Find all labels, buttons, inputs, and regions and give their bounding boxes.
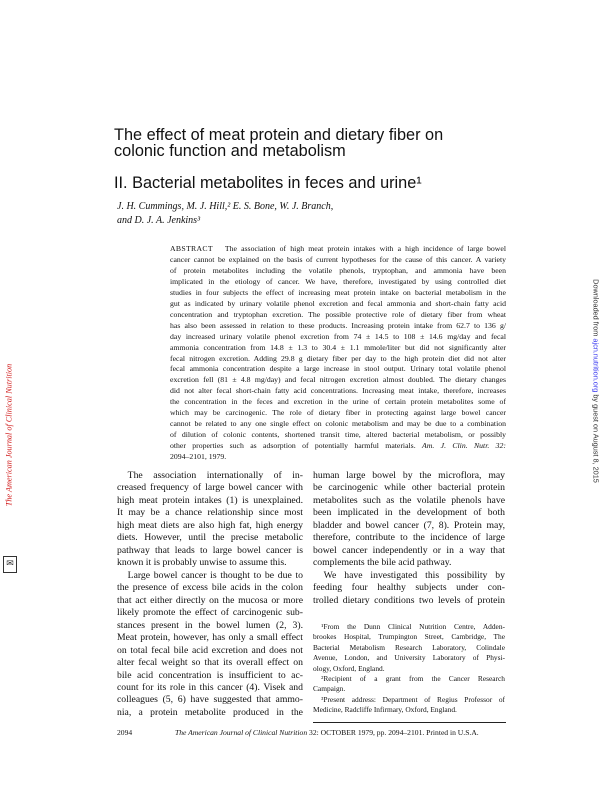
text-line: pathway that leads to large bowel cancer is: [117, 544, 303, 556]
text-line: that act either directly on the mucosa or more: [117, 594, 303, 606]
abstract-label: ABSTRACT: [170, 244, 213, 253]
journal-seal-icon: ✉: [3, 556, 17, 573]
text-line: We have investigated this possibility by: [323, 569, 505, 581]
abstract-line: [170, 419, 506, 430]
site-link[interactable]: ajcn.nutrition.org: [591, 338, 601, 393]
text-line: known it is probably unwise to assume this.: [117, 557, 287, 569]
left-margin-journal-link[interactable]: [3, 315, 15, 555]
text-line: nia, a protein metabolite produced in the: [117, 706, 303, 718]
abstract: [170, 244, 506, 463]
abstract-text: did not alter fecal short-chain fatty acid concentrations. Increasing meat intake, therefore, increases: [170, 386, 506, 396]
abstract-text: studies in four subjects the effect of increasing meat protein intake on bacterial metabolism in the: [170, 287, 506, 297]
abstract-line: [170, 343, 506, 354]
abstract-text: the concentration in the feces and excretion in the urine of certain protein metabolites some of: [170, 397, 506, 407]
abstract-line: [170, 332, 506, 343]
abstract-text: day increased urinary volatile phenol excretion from 74 ± 14.5 to 108 ± 14.6 mg/day and fecal: [170, 331, 506, 341]
left-margin-journal-text[interactable]: The American Journal of Clinical Nutrition: [4, 363, 14, 507]
download-prefix: Downloaded from: [591, 279, 601, 339]
abstract-text: The association of high meat protein intakes with a high incidence of large bowel: [224, 244, 506, 253]
abstract-text: implicated in the etiology of cancer. We have, therefore, investigated by using controlled diet: [170, 276, 506, 286]
authors-line-1: J. H. Cummings, M. J. Hill,² E. S. Bone, W. J. Branch,: [117, 201, 334, 212]
text-line: Large bowel cancer is thought to be due to: [127, 569, 303, 581]
text-line: colleagues (5, 6) have suggested that ammo-: [117, 694, 303, 706]
authors-line-2: and D. J. A. Jenkins³: [117, 215, 201, 226]
abstract-line: [170, 408, 506, 419]
text-line: likely promote the effect of carcinogenic sub-: [117, 607, 303, 619]
body-column-left: [117, 470, 303, 719]
text-line: the presence of excess bile acids in the colon: [117, 582, 303, 594]
abstract-line: [170, 266, 506, 277]
text-line: creased frequency of large bowel cancer with: [117, 482, 303, 494]
abstract-text: fecal nitrogen excretion. Adding 29.8 g dietary fiber per day to the high protein diet did not alter: [170, 353, 506, 363]
abstract-line: [170, 375, 506, 386]
abstract-text: concentration and tryptophan excretion. The possible protective role of dietary fiber from wheat: [170, 309, 506, 319]
abstract-line: [170, 321, 506, 332]
abstract-text: excretion fell (81 ± 4.8 mg/day) and fecal nitrogen excretion almost doubled. The dietary changes: [170, 375, 506, 385]
abstract-text: cannot be related to any one single effect on colonic metabolism and may be due to a combination: [170, 419, 506, 429]
abstract-text: of dilution of colonic contents, shortened transit time, altered bacterial metabolism, or possibly: [170, 430, 506, 440]
abstract-line: [170, 277, 506, 288]
text-line: bowel cancer independently or in a way that: [313, 544, 505, 556]
abstract-text: other properties such as adsorption of potentially harmful materials.: [170, 441, 416, 451]
abstract-line: [170, 354, 506, 365]
abstract-line: [170, 288, 506, 299]
page-number: 2094: [117, 728, 133, 737]
body-column-right: [313, 470, 505, 607]
text-line: Medicine, Radcliffe Infirmary, Oxford, England.: [313, 705, 457, 715]
text-line: been implicated in the development of both: [313, 507, 505, 519]
footnotes: [313, 622, 505, 716]
text-line: ¹From the Dunn Clinical Nutrition Centre, Adden-: [321, 622, 505, 631]
text-line: It may be a chance relationship since most: [117, 507, 303, 519]
abstract-text: which may be carcinogenic. The role of dietary fiber in protecting against large bowel cancer: [170, 408, 506, 418]
abstract-citation: Am. J. Clin. Nutr. 32:: [422, 441, 506, 451]
abstract-line: [170, 364, 506, 375]
right-margin-download-note: [590, 250, 602, 512]
text-line: high meat diets are also high fat, high energy: [117, 519, 303, 531]
text-line: Bacterial Metabolism Research Laboratory, Colindale: [313, 642, 505, 652]
text-line: diets. However, until the precise metabolic: [117, 532, 303, 544]
text-line: trolled dietary conditions two levels of protein: [313, 594, 505, 606]
article-title-line-1: The effect of meat protein and dietary fiber on: [114, 126, 444, 144]
text-line: therefore, contribute to the incidence of large: [313, 532, 505, 544]
abstract-text: cancer cannot be explained on the basis of current hypotheses for the cause of this cancer. A variety: [170, 254, 506, 264]
footer-journal-name: The American Journal of Clinical Nutrition: [175, 728, 308, 737]
abstract-line: [170, 255, 506, 266]
text-line: human large bowel by the microflora, may: [313, 470, 505, 481]
text-line: high meat protein intakes (1) is unexplained.: [117, 494, 303, 506]
text-line: Campaign.: [313, 684, 346, 694]
text-line: Avenue, London, and University Laboratory of Physi-: [313, 653, 505, 663]
abstract-text: gut as indicated by urinary volatile phenol excretion and fecal ammonia and short-chain fatty acid: [170, 298, 506, 308]
download-suffix: by guest on August 8, 2015: [591, 392, 601, 483]
abstract-line: [170, 430, 506, 441]
text-line: be carcinogenic while other bacterial protein: [313, 482, 505, 494]
abstract-line: [170, 244, 506, 255]
footer-issue: 32: OCTOBER 1979, pp. 2094–2101. Printed in U.S.A.: [307, 728, 479, 737]
text-line: alter fecal weight so that its overall effect on: [117, 657, 303, 669]
article-title-line-2: colonic function and metabolism: [114, 142, 346, 160]
abstract-text: ammonia concentration from 14.8 ± 1.3 to 30.4 ± 1.1 mmole/liter but did not significantly alter: [170, 342, 506, 352]
text-line: count for its role in this cancer (4). Visek and: [117, 681, 303, 693]
abstract-line: [170, 441, 506, 452]
text-line: on total fecal bile acid excretion and does not: [117, 644, 303, 656]
text-line: ²Recipient of a grant from the Cancer Research: [321, 674, 505, 684]
text-line: ology, Oxford, England.: [313, 663, 385, 673]
abstract-text: fecal ammonia concentration despite a large increase in stool output. Urinary total volatile phenol: [170, 364, 506, 374]
abstract-line: [170, 397, 506, 408]
text-line: Meat protein, however, has only a small effect: [117, 632, 303, 644]
abstract-text: of protein metabolites including the volatile phenols, tryptophan, and ammonia have been: [170, 265, 506, 275]
abstract-text: has also been assessed in relation to these products. Increasing protein intake from 62.7 to 136 g/: [170, 320, 506, 330]
text-line: stances present in the bowel lumen (2, 3).: [117, 619, 303, 631]
text-line: feeding four healthy subjects under con-: [313, 582, 505, 594]
text-line: bladder and bowel cancer (7, 8). Protein may,: [313, 519, 505, 531]
text-line: ³Present address: Department of Regius Professor of: [321, 694, 505, 704]
abstract-citation-pages: 2094–2101, 1979.: [170, 452, 227, 462]
article-subtitle: II. Bacterial metabolites in feces and urine¹: [114, 174, 422, 192]
text-line: brookes Hospital, Trumpington Street, Cambridge, The: [313, 632, 505, 642]
abstract-line: [170, 386, 506, 397]
footer-rule: [313, 722, 506, 723]
abstract-line: [170, 310, 506, 321]
text-line: The association internationally of in-: [127, 470, 303, 481]
text-line: bile acid concentration is insufficient to ac-: [117, 669, 303, 681]
text-line: metabolites such as the volatile phenols have: [313, 494, 505, 506]
abstract-line: [170, 299, 506, 310]
text-line: complements the bile acid pathway.: [313, 557, 452, 569]
footer-citation: [175, 728, 479, 737]
